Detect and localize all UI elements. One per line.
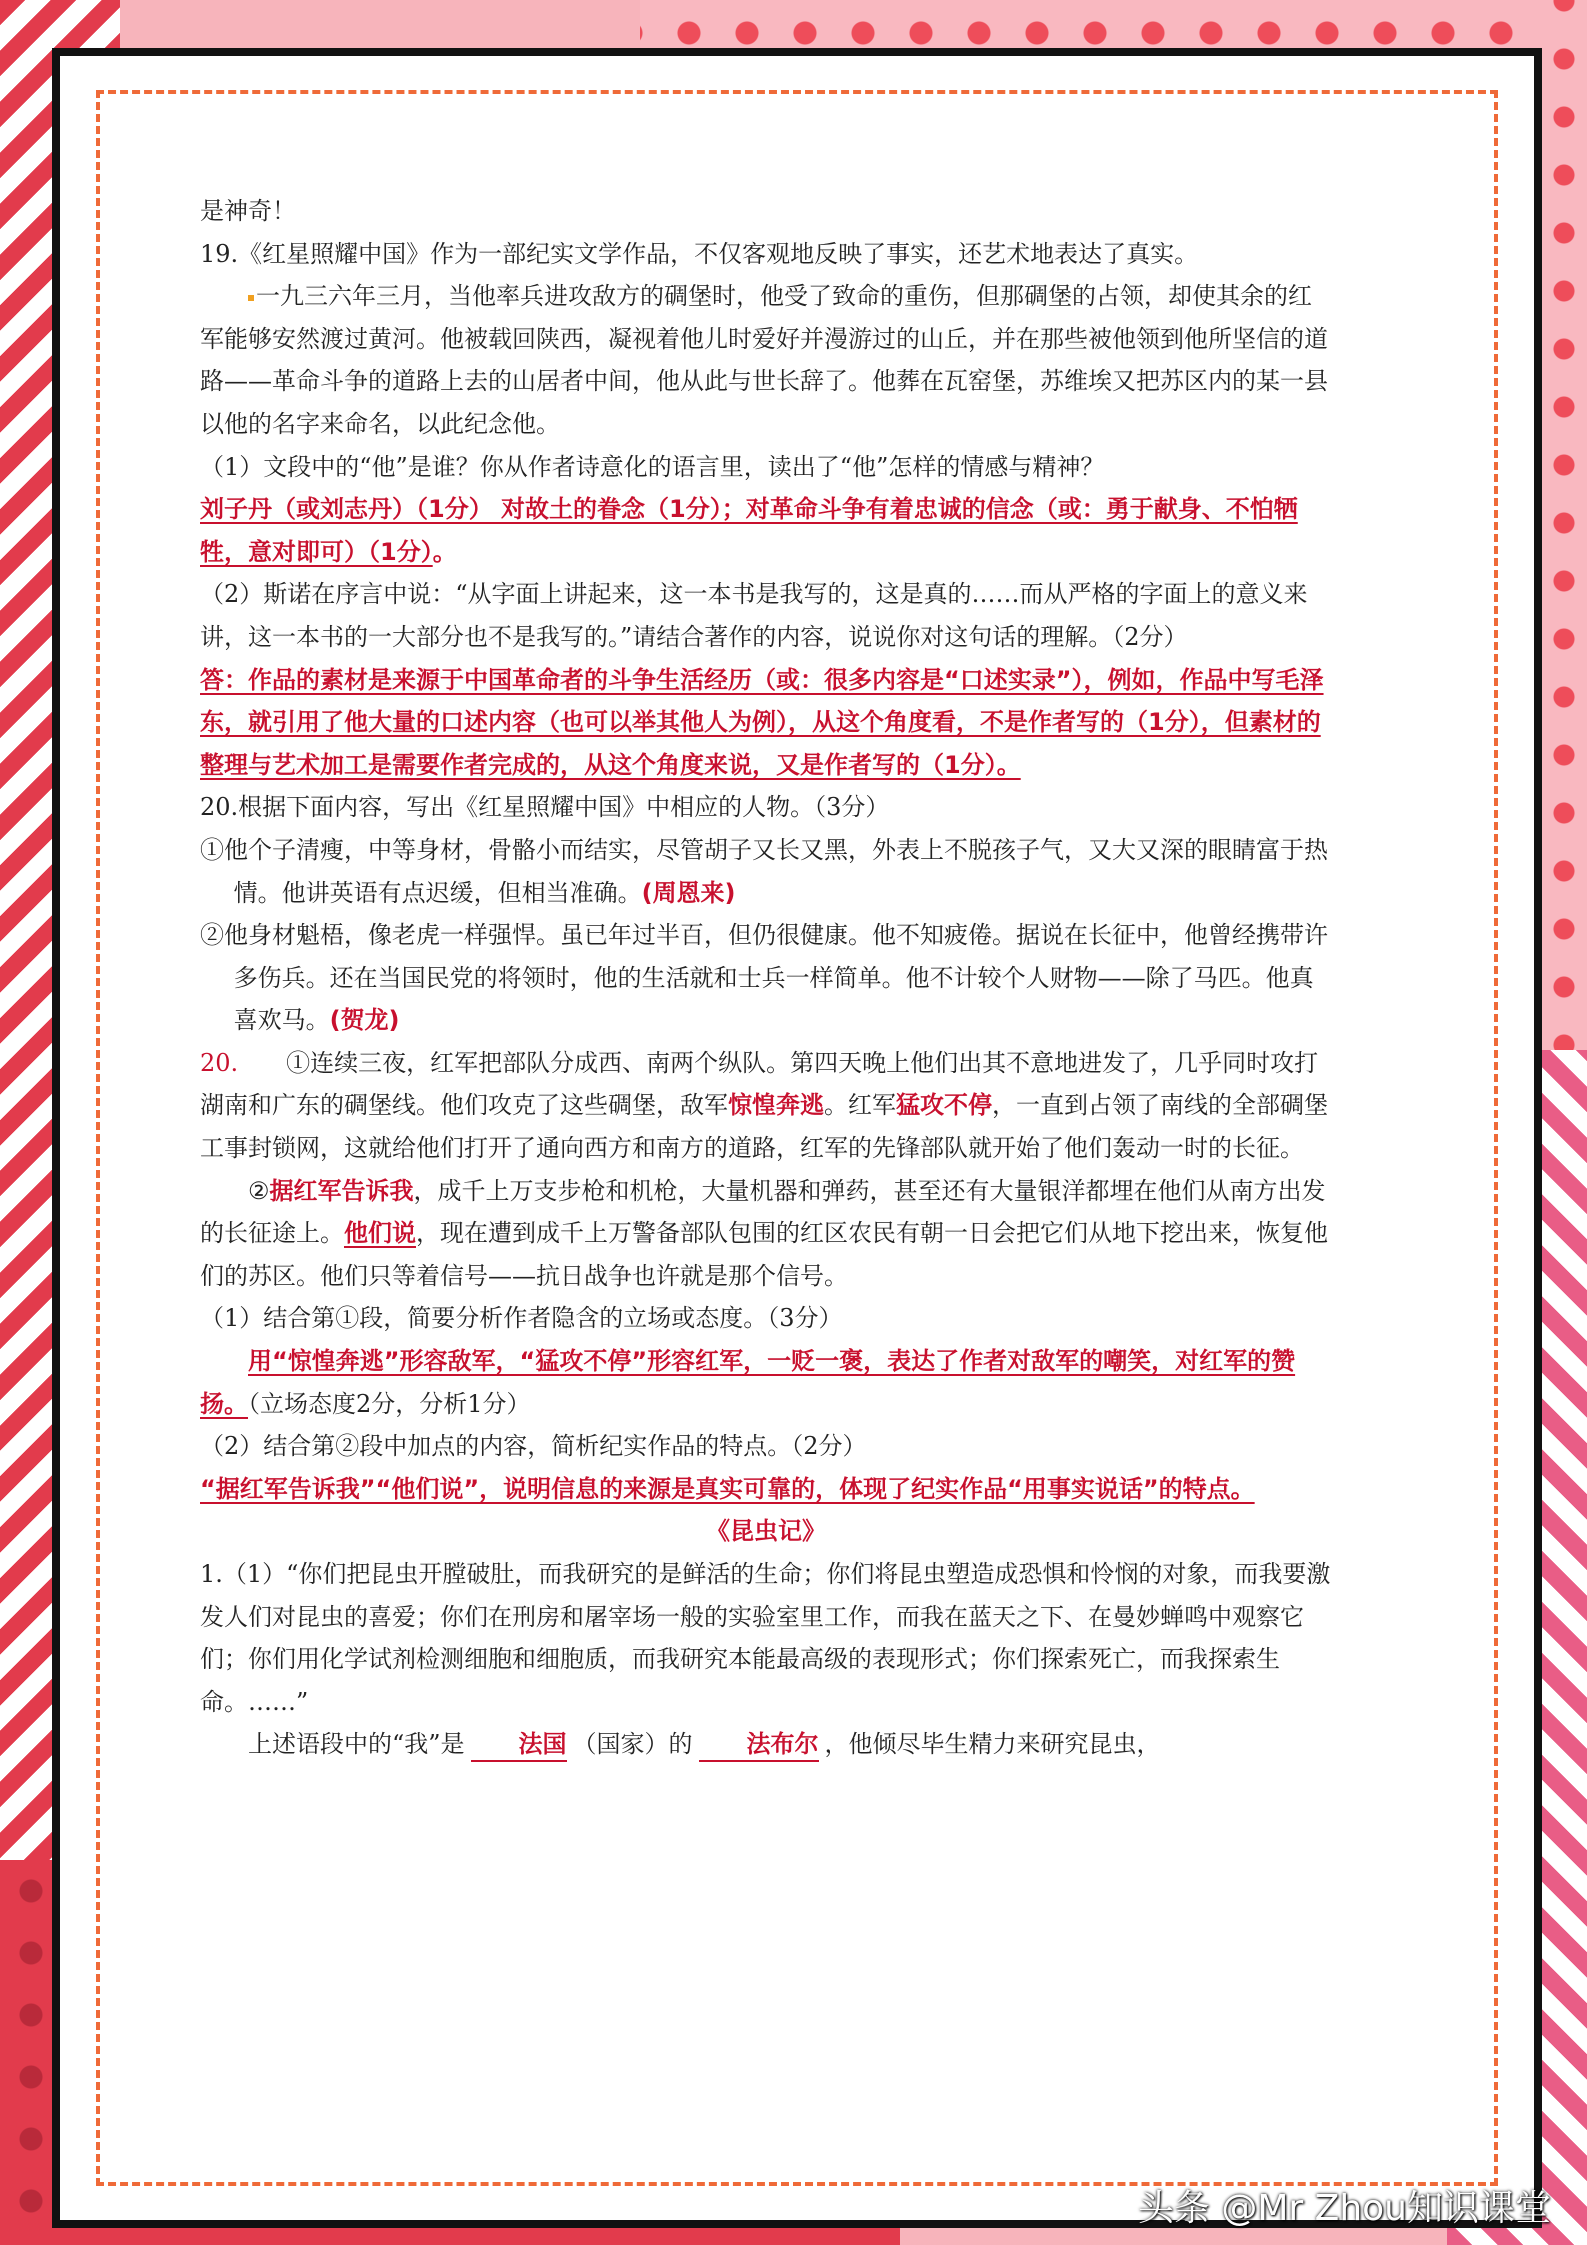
kunchong-fill: 上述语段中的“我”是 法国 （国家）的 法布尔 ，他倾尽毕生精力来研究昆虫， [200,1723,1332,1766]
q20-item-1: ①他个子清瘦，中等身材，骨骼小而结实，尽管胡子又长又黑，外表上不脱孩子气，又大又深的眼睛富于热情。他讲英语有点迟缓，但相当准确。(周恩来) [200,835,1328,907]
q19-1-answer: 刘子丹（或刘志丹）（1分） 对故土的眷念（1分）；对革命斗争有着忠诚的信念（或：勇于献身、不怕牺牲，意对即可）（1分）。 [200,495,1298,566]
kunchong-quote: 1.（1）“你们把昆虫开膛破肚，而我研究的是鲜活的生命；你们将昆虫塑造成恐惧和怜悯的对象，而我要激发人们对昆虫的喜爱；你们在刑房和屠宰场一般的实验室里工作，而我在蓝天之下、在曼妙蝉鸣中观察它们；你们用化学试剂检测细胞和细胞质，而我研究本能最高级的表现形式；你们探索死亡，而我探索生命。……” [200,1560,1331,1716]
q20b-1-question: （1）结合第①段，简要分析作者隐含的立场或态度。（3分） [200,1304,843,1333]
q20b-paragraph-2: ②据红军告诉我，成千上万支步枪和机枪，大量机器和弹药，甚至还有大量银洋都埋在他们从南方出发的长征途上。他们说，现在遭到成千上万警备部队包围的红区农民有朝一日会把它们从地下挖出来，恢复他们的苏区。他们只等着信号——抗日战争也许就是那个信号。 [200,1176,1328,1290]
q20b-2-answer: “据红军告诉我”“他们说”，说明信息的来源是真实可靠的，体现了纪实作品“用事实说话”的特点。 [200,1474,1255,1503]
document-content [200,190,1332,1766]
q20-stem: 20.根据下面内容，写出《红星照耀中国》中相应的人物。（3分） [200,793,890,822]
q19-2-answer: 答：作品的素材是来源于中国革命者的斗争生活经历（或：很多内容是“口述实录”），例如，作品中写毛泽东，就引用了他大量的口述内容（也可以举其他人为例），从这个角度看，不是作者写的（1分），但素材的整理与艺术加工是需要作者完成的，从这个角度来说，又是作者写的（1分）。 [200,665,1324,779]
answer-blank-author: 法布尔 [699,1728,819,1762]
q19-2-question: （2）斯诺在序言中说：“从字面上讲起来，这一本书是我写的，这是真的……而从严格的字面上的意义来讲，这一本书的一大部分也不是我写的。”请结合著作的内容，说说你对这句话的理解。（2分） [200,580,1308,651]
q19-stem: 19.《红星照耀中国》作为一部纪实文学作品，不仅客观地反映了事实，还艺术地表达了真实。 [200,239,1199,268]
q20b-2-question: （2）结合第②段中加点的内容，简析纪实作品的特点。（2分） [200,1432,867,1461]
answer-blank-country: 法国 [471,1728,567,1762]
watermark: 头条 @Mr Zhou知识课堂 [1137,2188,1551,2229]
q19-passage: 一九三六年三月，当他率兵进攻敌方的碉堡时，他受了致命的重伤，但那碉堡的占领，却使其余的红军能够安然渡过黄河。他被载回陕西，凝视着他儿时爱好并漫游过的山丘，并在那些被他领到他所坚信的道路——革命斗争的道路上去的山居者中间，他从此与世长辞了。他葬在瓦窑堡，苏维埃又把苏区内的某一县以他的名字来命名，以此纪念他。 [200,282,1328,438]
q19-1-question: （1）文段中的“他”是谁？你从作者诗意化的语言里，读出了“他”怎样的情感与精神？ [200,452,1105,481]
q20-item-2: ②他身材魁梧，像老虎一样强悍。虽已年过半百，但仍很健康。他不知疲倦。据说在长征中，他曾经携带许多伤兵。还在当国民党的将领时，他的生活就和士兵一样简单。他不计较个人财物——除了马匹。他真喜欢马。(贺龙) [200,921,1328,1035]
q20b-1-answer: 用“惊惶奔逃”形容敌军，“猛攻不停”形容红军，一贬一褒，表达了作者对敌军的嘲笑，对红军的赞扬。（立场态度2分，分析1分） [200,1347,1296,1418]
q19-intro-end: 是神奇！ [200,197,296,225]
emphasis-dot-icon [248,295,254,301]
section-title: 《昆虫记》 [706,1517,826,1546]
q20b-paragraph-1: 20. ①连续三夜，红军把部队分成西、南两个纵队。第四天晚上他们出其不意地进发了，几乎同时攻打湖南和广东的碉堡线。他们攻克了这些碉堡，敌军惊惶奔逃。红军猛攻不停，一直到占领了南线的全部碉堡工事封锁网，这就给他们打开了通向西方和南方的道路，红军的先锋部队就开始了他们轰动一时的长征。 [200,1048,1328,1163]
